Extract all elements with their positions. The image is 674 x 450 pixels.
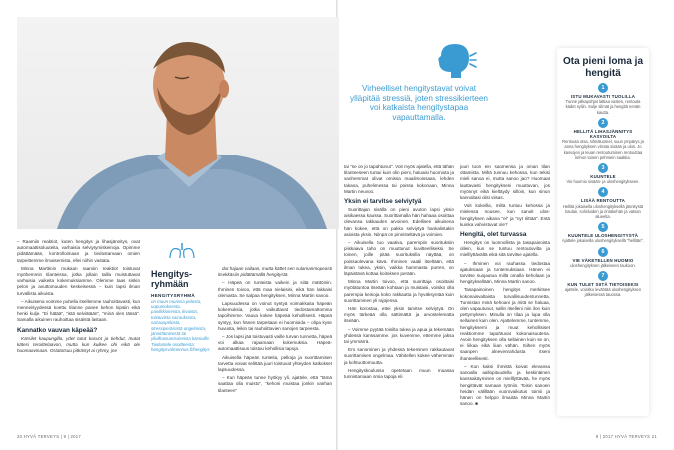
paragraph: Hän korostaa, ettei yksin tarvitse selviytyä. On myös tärkeää olla sättimättä ja arvostelematta itseään.: [344, 306, 454, 324]
step-item: [557, 271, 649, 298]
pull-quote: Virheelliset hengitystavat voivat ylläpitää stressiä, joten stressikierteen voi katkaista hengitystapaa vapauttamalla.: [350, 84, 488, 122]
subheading: Kannatko vauvan käpeää?: [17, 326, 98, 334]
paragraph: – Kun häpeän tunne hyökyy yli, ajattele, että "tämä saattaa olla muisto", "kehoni muistaa jonkin vanhan tilanteen": [218, 375, 332, 393]
step-description: uloshengityksen jälkeiseen taukoon.: [570, 262, 636, 268]
paragraph: – Häpeä on tunteista vaikein ja siitä mättöinin. Ihminen toivoo, että maa nielaisisi, eikä hän lakkaisi olemasta. Se salpaa hengityksen, Minna Martin sanoo.: [218, 280, 332, 298]
info-box-subtitle: HENGITYSRYHMÄ: [151, 293, 196, 298]
step-title: KUUNTELE ULOSHENGITYSTÄ: [567, 233, 639, 239]
paragraph: – Voimme pyytää toisilta tukea ja apua ja tekemään yhdessä kanssamme. jos kuvemme, ettemme jaksa tai ymmärrä.: [344, 326, 454, 345]
step-title: VIE VÄKETELLEN HUOMIO: [572, 257, 634, 263]
step-item: [557, 222, 649, 243]
paragraph: Minna Marttinin mukaan raamiin reaktiot toistuvat myöhemmin tilanteissa, jotka jollain tailla muistuttavat varhaisia vaikeita kokemuksiamme. Olemme taas siskin pelon ja avuttomuuden keskeisessä – kuin lapsi ilman turvallista aikuista.: [17, 265, 140, 296]
steps-list: [557, 83, 649, 298]
paragraph: – Aikuisella tuo vaativa, parempiin suorituksiin piiskaava taho on muuttunut kuvitteelliseksi. Se toinen, joille pitää suorituksilla näyttää, on poissaolevana kävä. Ihminen vaatii itseltään, että ilman tukea, yksin, vaikka hammasta purren, on läpäistävä kottaa koitoksen perään.: [344, 240, 454, 277]
step-description: Vie huomio sisään- ja uloshengitykseen.: [566, 179, 640, 185]
step-number-badge: 7: [598, 271, 608, 281]
step-number-badge: 1: [598, 83, 608, 93]
step-item: [557, 163, 649, 184]
step-title: KUN TULET SIITÄ TIETOISEKSI: [567, 282, 639, 288]
paragraph: Hengityskoulussa opetetaan muun muassa tunnistamaan omia tapoja eli: [344, 367, 454, 380]
footer-left: 20 HYVÄ TERVEYS | 9 | 2017: [17, 434, 82, 439]
paragraph: juuri tuon ein saomensa ja oman tilan ottamista. Mihä tunnuu kehossa, kun tekisi mieli sanoa ei, mutta sanoo jao? Huomaat lauttavasti hengityksesi muuttuvan, jos myönnyt eikä kieltäydy silloin, kun sinun kannaltasi olisi viisas.: [460, 164, 550, 201]
paragraph: Kärsilet kaupungilla, ydet tutut kasvot ja tiehdut, mutat kätesi teroittelaavon, mutta kun kulkee ohi eikä ole huomaavinaan. Ostatotsuu pitkästyt ai ryhmy, jne: [17, 335, 140, 354]
step-title: LISÄÄ RENTOUTTA: [580, 198, 626, 204]
body-column-2: [218, 266, 332, 430]
step-description: Ajattele jokaisella uloshengityksellä "hellitän".: [561, 238, 645, 244]
step-title: HELLITÄ LIHASJÄNNITYS KASVOILTA: [573, 128, 633, 140]
paragraph: Hengitys on luonnollista ja tasapainoista ollein, kun se tuntuu rentoutuvilta ja mielllyttävältä eikä sitä tarvitse ajatella.: [460, 240, 550, 258]
breathing-head-icon: [433, 42, 477, 80]
subheading: Yksin ei tarvitse selviytyä: [344, 198, 422, 206]
step-item: [557, 247, 649, 268]
step-description: ajattele, voisitko levähtää uloshengityksen jälkeisessä tauossa.: [564, 287, 642, 298]
step-item: [557, 118, 649, 160]
step-title: ISTU MUKAVASTI TUOLILLA: [570, 94, 636, 99]
paragraph: Lapsuudessa on voinut syntyä voimakkaita häpeän kokemuksia, jotka vaikuttavat tiedostamattomina tapoihimme. Vauva kokee häpeää kehollisesti. Häpeä syntyy, kun hänen tarpeitaan ei huomioida – olipa kyse huvusta, leikin tai rauhoittavien sanojen tarpeesta.: [218, 301, 332, 331]
step-number-badge: 5: [598, 222, 608, 232]
paragraph: Ero sanominen ja yhdessä tekeminen rakkautavat suorittamisen ongelmaa. Vähitellen kokee vähemmän ja kohtuuttomuutta.: [344, 347, 454, 365]
body-column-1: [17, 239, 140, 429]
man-breathing-photo: [17, 17, 339, 229]
step-description: Rentouta otsa, silmäluomet, suun ympärys ja anna hengityksen virrata sisään ja ulos. Jo kasvojen ja leuan rentoutuminen rentouttaa kehon toinen pehmein saakka.: [562, 139, 644, 160]
paragraph: tai "se on jo tapahtunut". Voit myös ajatella, että tähän tilanteeseen tuntui kuin olin pieni, haluaisi huomiota ja vanhemmat olivat omissa maailmoissaan, lehden takana, puhelimessa tai poissa kokonaan, Minna Martin neuvoo.: [344, 164, 454, 194]
paragraph: Tasapainoinen hengitys merkitsee kokonaisvaltaista turvallisuudentunnetta. Tunnistan minä kehoani ja mitä se haluaa, olen vapautunut, sallin itselleni niin ilon kuin pettymyksen. Minulla on tilaa ja lupa olla sellainen kuin olen. Ajattelemme, tuntemme, hengityksemi ja muut kehollisiset reaktiomme tapahtuvat kokonaisuutena. Avoin hengityksen olla sellainen kuin se on, ei liikaa eikä liian vähän. Siihen myös saanpen alnevenrahdusta itseni ihanteellisesti.: [460, 287, 550, 361]
step-title: KUUNTELE: [590, 174, 616, 180]
info-box: [151, 258, 211, 430]
body-column-3: [344, 164, 454, 430]
paragraph: – Aikuisena voimme puhella itsellemme rauhoittavasti, kun menneisyydessä koettu tilanne panee kehon kipsiin eikä henki kulje. "Ei hätää", "istä selviätään", "minä olen tässä". Samalla aikuinen rauhoittaa sisäistä lastaan.: [17, 298, 140, 323]
step-item: [557, 83, 649, 115]
info-box-text: on muun muassa pelosta, uupumuksesta, paniikkioireista, kivuista, toistuvista sairauksista, sairauspelosta, stressiperäisistä ongelmista, jännittämisestä tai ylivilkastumisoireista kärsiville. Tiedustele osoitteesta: hengitysvalmennus.fi/hengitys: [151, 298, 211, 353]
paragraph: Aikuisella häpeän tunteita, pelkoja ja suorittamisen tarvetta voivat selittää juuri toistuvat yhteyden katkokset lapsuudessa.: [218, 354, 332, 373]
paragraph: Suorittajan sisällä on pieni avuton lapsi yksin aisikaessa kaussa. Suorittamalla hän hahaaa osoittaa olevansa rakkauden arvoinen. Edellisen aikuisena hän kokee, että on pakko selviytyä hankalistakin asioista yksin. Niinpä on pinnisteltävä ja voimien.: [344, 207, 454, 237]
step-number-badge: 3: [598, 163, 608, 173]
step-number-badge: 6: [598, 247, 608, 257]
paragraph: – Kun kaksi ihmistä koivat elevansa sanoalla aallopituudella ja keskinäinen kanssakäyminen on mielllyttävää, he myös hengittävät samaan rytmiin. Toisin sanoen heidän välillään vuorovaikutus toimii ja hänen on helppo ilmaista Minna Martin sanoo. ■: [460, 363, 550, 407]
step-description: Hellitä jokaisella uloshengityksellä jännitystä kaulan, solisluiden ja rintakehän ja vatsan alueelta.: [562, 203, 644, 220]
paragraph: dut hajaan vailaan, mutta kättet sen sulamanmopeasti itsekkäsiin pidättämällä hengitystä.: [218, 266, 332, 278]
paragraph: Minna Martin toivoo, että suorittaja osoittaisi myötätuntoa itseään kohtaan ja muistaisi, voisiko olla parempia keinoja koko rakkautta ja hyväksyntää kuin suorittaminen yli rajojensa.: [344, 279, 454, 303]
footer-right: 9 | 2017 HYVÄ TERVEYS 21: [595, 434, 657, 439]
step-number-badge: 4: [598, 187, 608, 197]
paragraph: – Ihminen voi rauhassa tiedostaa ajatuksiaan ja tuntemuksiaan. Hänen ei tarvitse suojautua millä omalla keholaan ja hengityksellään, Minna Martin sanoo.: [460, 260, 550, 285]
breathing-tips-sidebar: [557, 48, 649, 416]
step-item: [557, 187, 649, 219]
paragraph: – Raamiin reaktiot, kuten hengitys ja lihasjännitys, ovat automaattisoluuteita, varhaisia selviytymiskeinoja. Opimme pidättämään, kontrolloimaan ja tiedostamaan omien tarpeittemme ilmaisemista, ellei niihin vastata.: [17, 239, 140, 263]
step-number-badge: 2: [598, 118, 608, 128]
paragraph: Voit kokeilla, miltä tuntuu kehossa ja mielessä nousee, kun sanoit ulos- hengityksen aikana "ei" ja "nyt riittää". Entä kuinka vahvistuvat ole?: [460, 203, 550, 227]
body-column-4: [460, 164, 550, 430]
subheading: Hengitä, olet turvassa: [460, 231, 527, 239]
step-description: Tunne jalkapohjat lattiaa vasten, rentouta kädet syliin. Sulje silmät ja hengitä nenän kautta.: [565, 99, 641, 115]
info-box-title: Hengitys-ryhmään: [151, 269, 193, 289]
sidebar-title: Ota pieni loma ja hengitä: [562, 56, 644, 79]
paragraph: – Jos lapsi jää toistuvasti vaille turvan tunnetta, häpeä voi alkaa rajaamaan kokemuksia. Häpeä-automaattisuus toistuu kehollisia tapoja.: [218, 334, 332, 352]
